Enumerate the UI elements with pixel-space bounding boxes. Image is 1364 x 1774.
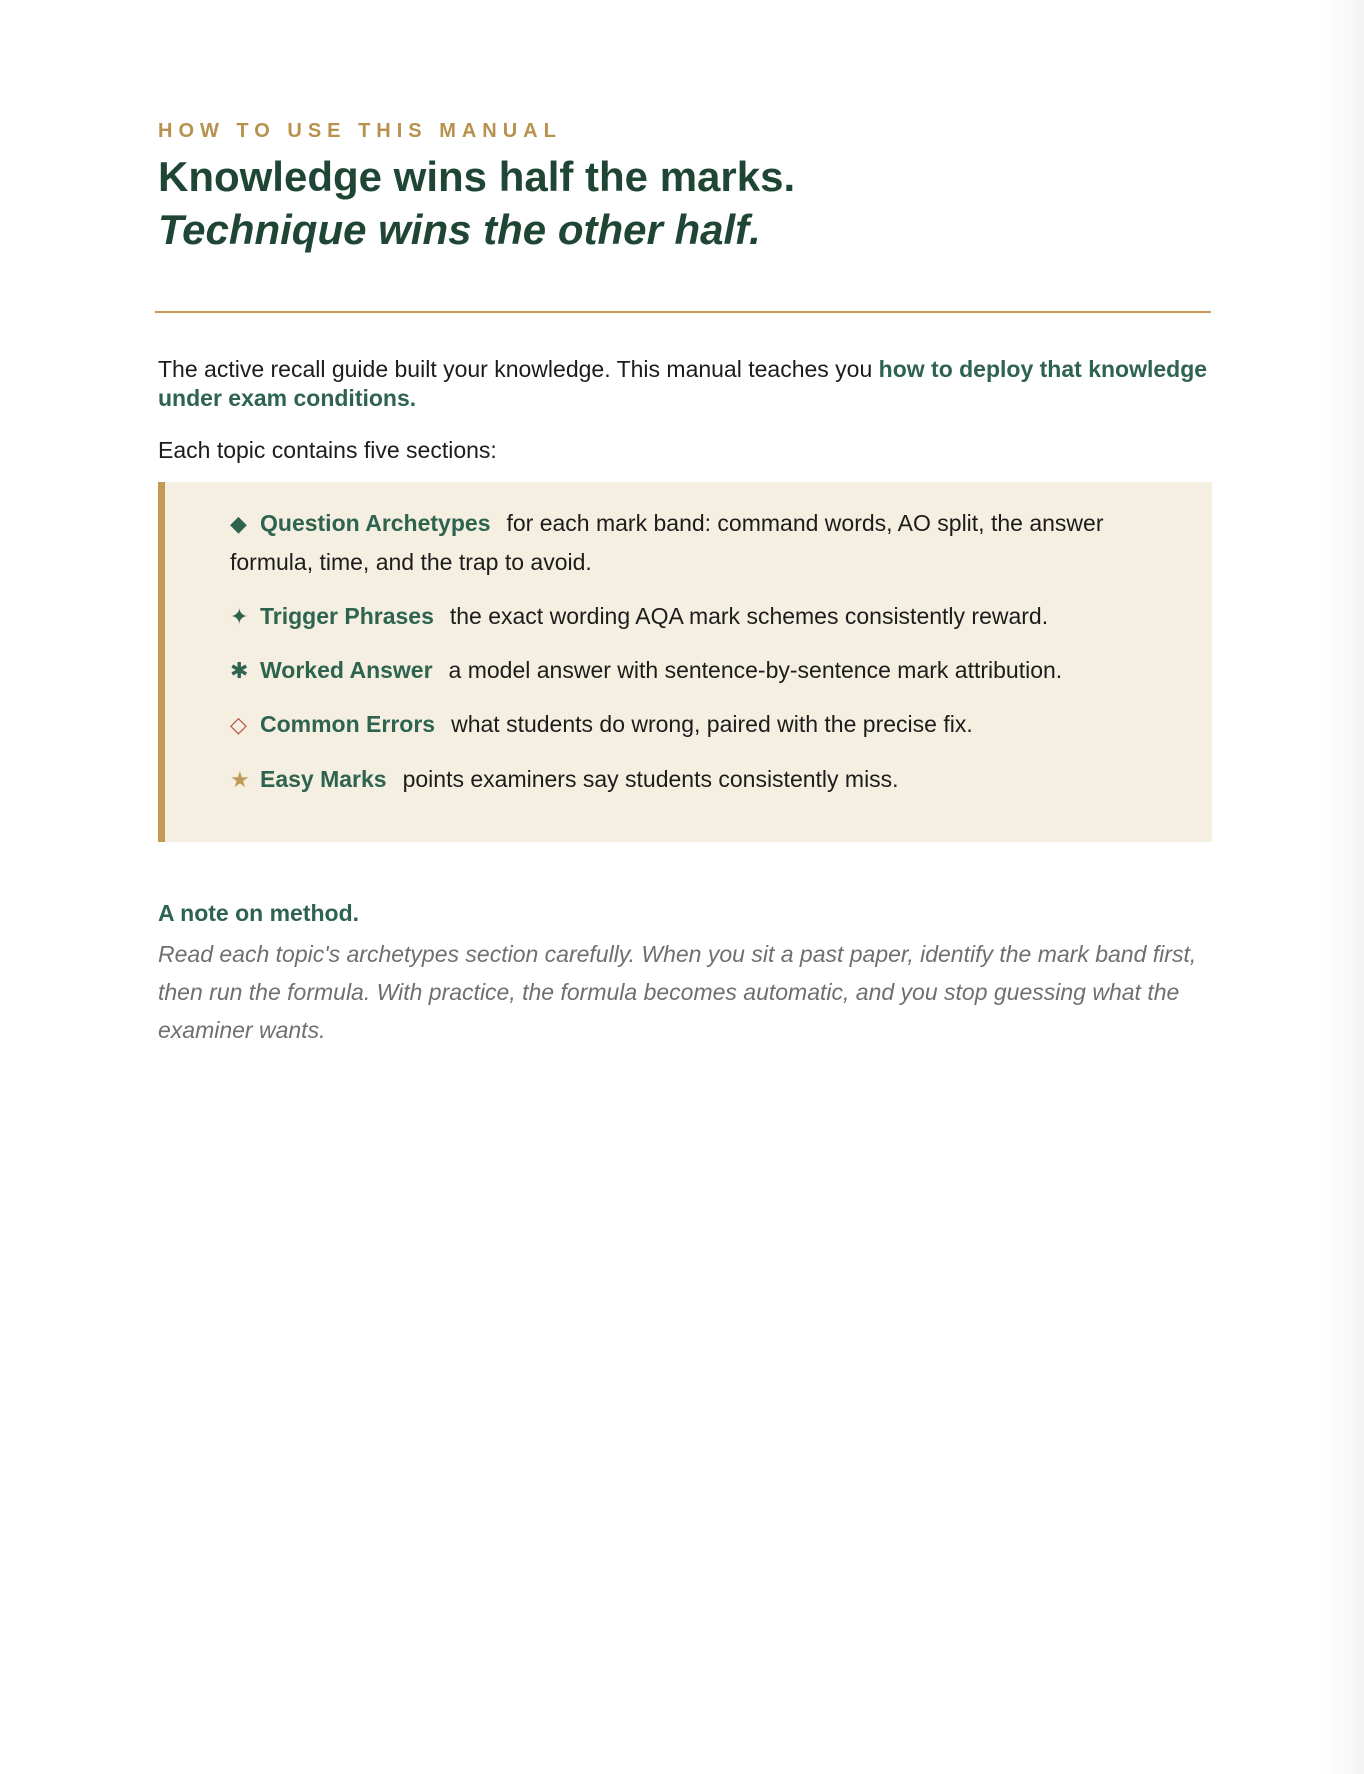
method-note-title: A note on method. xyxy=(158,900,360,926)
title-line-knowledge: Knowledge wins half the marks. xyxy=(158,153,796,200)
section-item-common-errors xyxy=(230,705,1172,744)
star-icon: ★ xyxy=(230,767,250,792)
section-item-easy-marks xyxy=(230,760,1172,799)
method-note-body: Read each topic's archetypes section carefully. When you sit a past paper, identify the mark band first, then run the formula. With practice, the formula becomes automatic, and you stop guessing what the examiner wants. xyxy=(158,941,1197,1043)
section-term: Question Archetypes xyxy=(260,510,491,536)
section-description: points examiners say students consistently miss. xyxy=(402,766,899,792)
diamond-filled-icon: ◆ xyxy=(230,511,247,536)
intro-text: The active recall guide built your knowledge. This manual teaches you xyxy=(158,356,879,382)
asterisk-icon: ✱ xyxy=(230,658,249,683)
intro-emphasis: how to deploy that knowledge under exam conditions. xyxy=(158,356,1208,411)
page-edge-shadow xyxy=(1324,0,1364,1774)
section-item-trigger-phrases xyxy=(230,597,1172,636)
diamond-outline-icon: ◇ xyxy=(230,712,247,737)
title-line-technique: Technique wins the other half. xyxy=(158,206,761,253)
section-item-question-archetypes xyxy=(230,504,1172,582)
section-description: what students do wrong, paired with the precise fix. xyxy=(451,711,973,737)
section-description: for each mark band: command words, AO split, the answer formula, time, and the trap to avoid. xyxy=(230,510,1104,575)
section-eyebrow: HOW TO USE THIS MANUAL xyxy=(158,120,562,142)
section-term: Common Errors xyxy=(260,711,436,737)
section-term: Easy Marks xyxy=(260,766,387,792)
page-title xyxy=(158,150,795,256)
four-point-star-icon: ✦ xyxy=(230,604,249,629)
section-term: Trigger Phrases xyxy=(260,603,434,629)
section-description: a model answer with sentence-by-sentence mark attribution. xyxy=(448,657,1063,683)
sections-lead-text: Each topic contains five sections: xyxy=(158,437,497,463)
section-item-worked-answer xyxy=(230,651,1172,690)
sections-callout xyxy=(158,482,1212,842)
header-divider xyxy=(155,311,1211,313)
section-term: Worked Answer xyxy=(260,657,433,683)
intro-paragraph xyxy=(158,355,1212,413)
section-description: the exact wording AQA mark schemes consistently reward. xyxy=(449,603,1049,629)
